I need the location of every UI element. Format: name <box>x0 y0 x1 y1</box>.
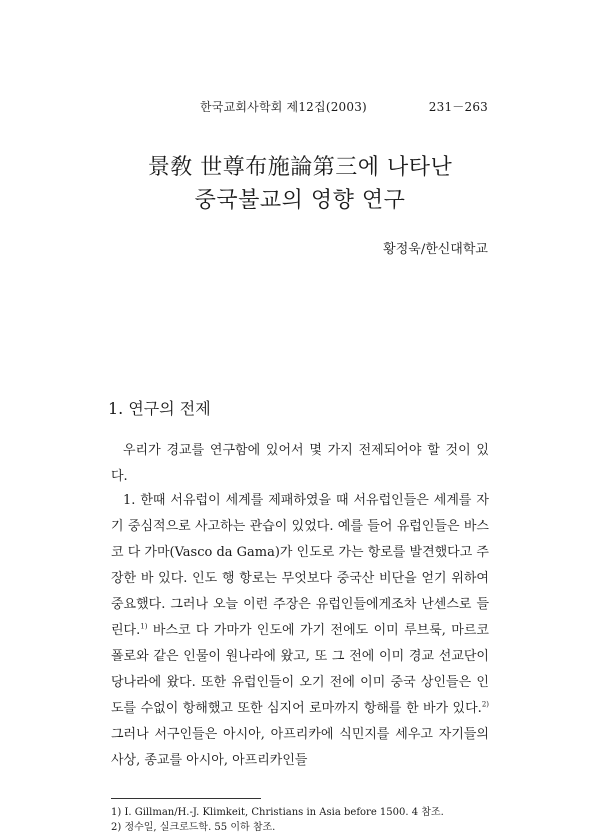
footnote-divider <box>111 798 261 799</box>
journal-info: 한국교회사학회 제12집(2003) <box>200 100 367 114</box>
paragraph-1-text-c: 그러나 서구인들은 아시아, 아프리카에 식민지를 세우고 자기들의 사상, 종교를 아시아, 아프리카인들 <box>111 727 489 768</box>
author-affiliation: 황정욱/한신대학교 <box>383 242 488 257</box>
title-line-1: 景敎 世尊布施論第三에 나타난 <box>147 155 453 180</box>
paragraph-1-text-a: 1. 한때 서유럽이 세계를 제패하였을 때 서유럽인들은 세계를 자기 중심적으로 사고하는 관습이 있었다. 예를 들어 유럽인들은 바스코 다 가마(Vasco da Gama)가 인도로 가는 항로를 발견했다고 주장한 바 있다. 인도 행 항로는 무엇보다 중국산 비단을 얻기 위하여 중요했다. 그러나 오늘 이런 주장은 유럽인들에게조차 난센스로 들린다. <box>111 493 489 638</box>
paragraph-1-text-b: 바스코 다 가마가 인도에 가기 전에도 이미 루브룩, 마르코 폴로와 같은 인물이 원나라에 왔고, 또 그 전에 이미 경교 선교단이 당나라에 왔다. 또한 유럽인들이 오기 전에 이미 중국 상인들은 인도를 수없이 항해했고 또한 심지어 로마까지 항해를 한 바가 있다. <box>111 623 489 716</box>
paragraph-1 <box>111 488 489 774</box>
footnote-ref-1: 1) <box>140 622 148 631</box>
footnote-2: 2) 정수일, 실크로드학. 55 이하 참조. <box>111 822 276 833</box>
section-heading: 1. 연구의 전제 <box>108 399 211 418</box>
running-head <box>200 98 488 115</box>
footnote-1: 1) I. Gillman/H.-J. Klimkeit, Christians in Asia before 1500. 4 참조. <box>111 807 444 818</box>
page-range: 231－263 <box>428 100 488 114</box>
paragraph-intro: 우리가 경교를 연구함에 있어서 몇 가지 전제되어야 할 것이 있다. <box>111 443 489 484</box>
footnote-ref-2: 2) <box>481 700 489 709</box>
title-line-2: 중국불교의 영향 연구 <box>194 188 406 213</box>
